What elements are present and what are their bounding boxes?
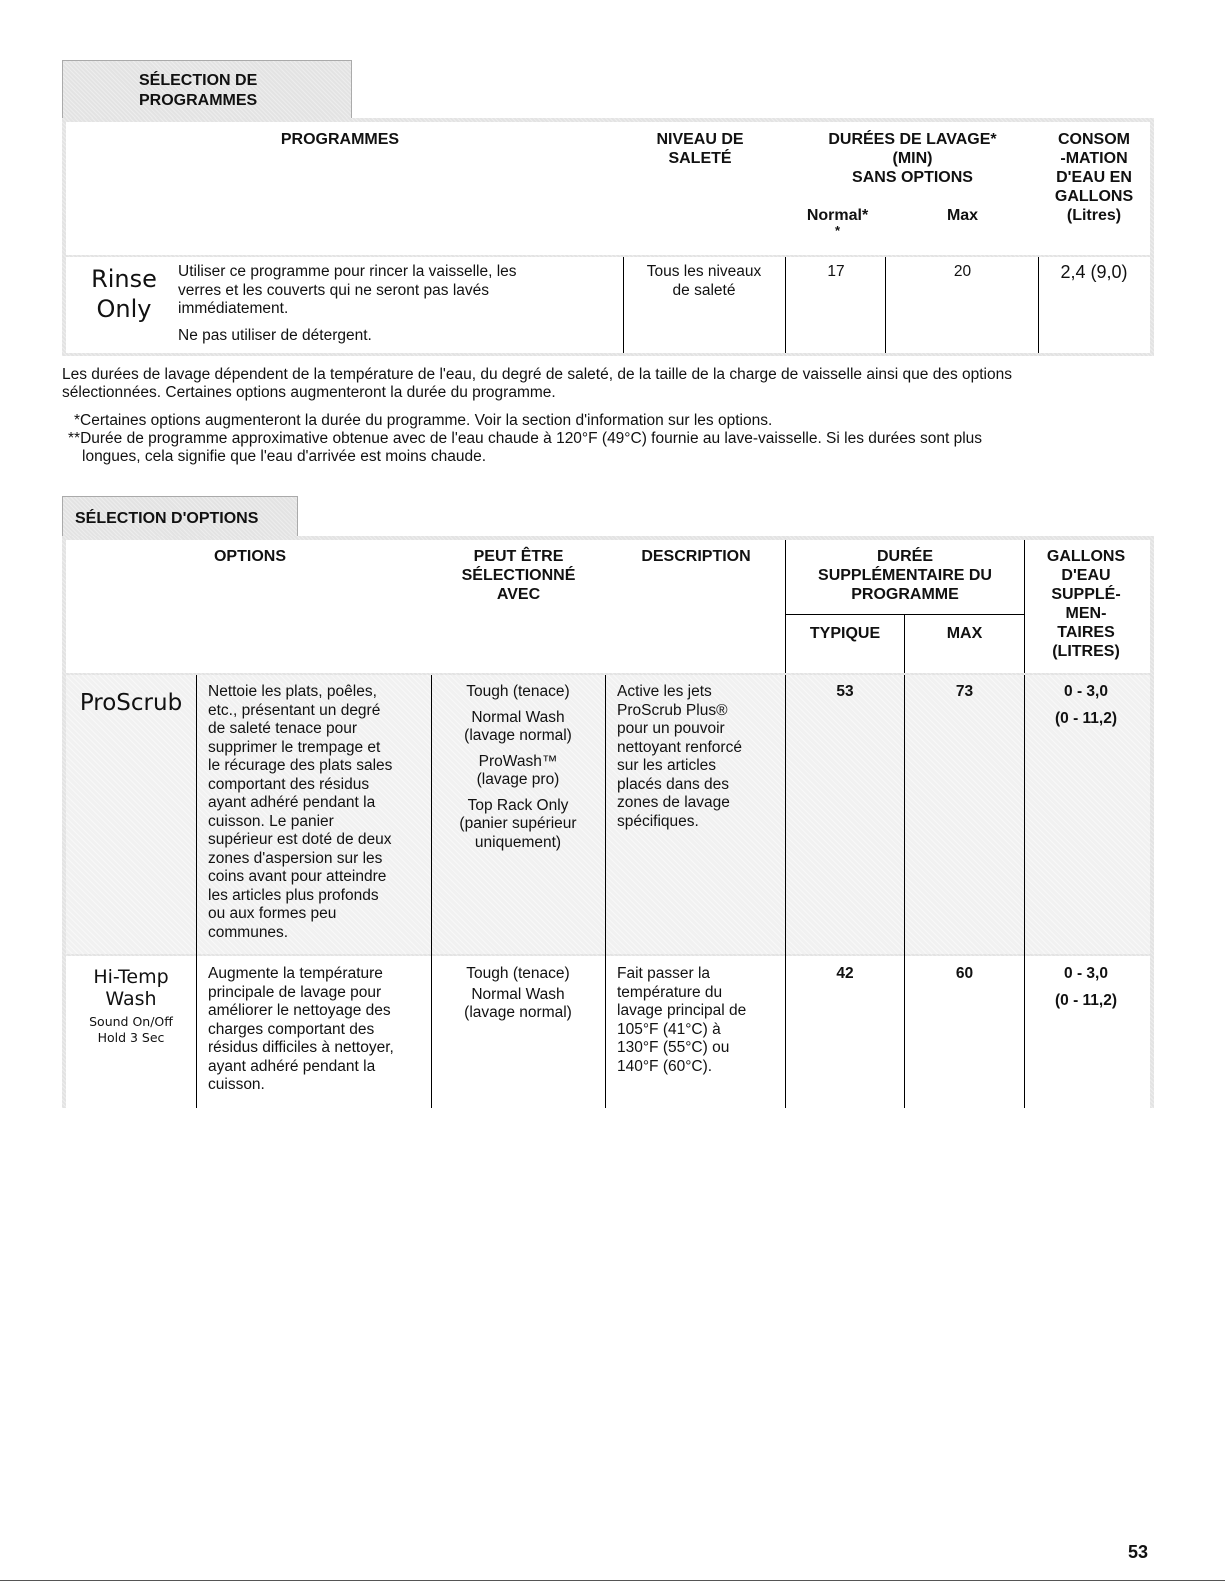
extra-duration-header — [786, 547, 1024, 604]
extra-header-line: PROGRAMME — [851, 586, 959, 603]
bottom-rule — [0, 1580, 1225, 1581]
proscrub-extra-water — [1025, 683, 1147, 728]
hi-temp-detail-line: 105°F (41°C) à — [617, 1020, 721, 1038]
rinse-only-max-duration: 20 — [953, 263, 972, 280]
program-tab-line: PROGRAMMES — [139, 92, 258, 109]
max-header: MAX — [946, 625, 983, 642]
wash-duration-header — [790, 130, 1035, 187]
program-name-line: Only — [96, 295, 152, 323]
notes-main-line: sélectionnées. Certaines options augmenteront la durée du programme. — [62, 384, 556, 401]
extra-header-line: DURÉE — [876, 548, 933, 565]
sound-toggle-hint: Sound On/Off — [89, 1014, 173, 1029]
hi-temp-detail-line: Fait passer la — [617, 965, 711, 982]
hi-temp-desc-line: améliorer le nettoyage des — [208, 1002, 391, 1019]
proscrub-desc-line: coins avant pour atteindre — [208, 868, 387, 885]
duration-header-line: (MIN) — [892, 150, 933, 167]
hi-temp-desc-line: principale de lavage pour — [208, 983, 382, 1001]
proscrub-desc-line: supprimer le trempage et — [208, 738, 381, 756]
proscrub-desc-line: Nettoie les plats, poêles, — [208, 683, 377, 700]
proscrub-desc-line: le récurage des plats sales — [208, 757, 393, 774]
description-line: Utiliser ce programme pour rincer la vaisselle, les — [178, 263, 517, 280]
extra-water-header — [1025, 547, 1147, 661]
gallons-header-line: GALLONS — [1046, 548, 1126, 565]
hi-temp-typical: 42 — [836, 965, 854, 982]
proscrub-typical: 53 — [836, 683, 854, 700]
hi-temp-desc-line: résidus difficiles à nettoyer, — [208, 1039, 394, 1056]
soil-level-header — [620, 130, 780, 168]
soil-header-line: SALETÉ — [668, 150, 732, 167]
proscrub-detail-line: Active les jets — [617, 683, 712, 700]
with-header-line: SÉLECTIONNÉ — [461, 567, 576, 584]
proscrub-detail-line: nettoyant renforcé — [617, 738, 742, 756]
hi-temp-wash-option — [70, 966, 192, 1045]
rinse-only-description — [178, 263, 618, 345]
proscrub-detail-line: pour un pouvoir — [617, 720, 725, 737]
options-header: OPTIONS — [213, 548, 286, 565]
proscrub-detail-line: spécifiques. — [617, 812, 699, 830]
proscrub-desc-line: supérieur est doté de deux — [208, 831, 392, 848]
normal-label: Normal* — [806, 207, 869, 224]
duration-notes — [62, 366, 1162, 466]
options-tab-label: SÉLECTION D'OPTIONS — [75, 510, 259, 527]
hi-temp-max: 60 — [955, 965, 974, 982]
proscrub-with-line: (lavage pro) — [476, 771, 560, 788]
hi-temp-detail-line: 140°F (60°C). — [617, 1057, 713, 1075]
gallons-header-line: (LITRES) — [1052, 643, 1120, 660]
proscrub-detail-line: placés dans des — [617, 775, 730, 793]
water-header-line: GALLONS — [1054, 188, 1134, 205]
extra-header-line: SUPPLÉMENTAIRE DU — [818, 567, 992, 584]
notes-main-line: Les durées de lavage dépendent de la température de l'eau, du degré de saleté, de la taille de la charge de vaisselle ainsi que des options — [62, 366, 1012, 383]
hi-temp-desc-line: Augmente la température — [208, 965, 383, 982]
hi-temp-gallons-line: (0 - 11,2) — [1054, 991, 1118, 1009]
soil-line: de saleté — [672, 281, 736, 299]
gallons-header-line: TAIRES — [1057, 624, 1115, 641]
selectable-with-header — [432, 547, 605, 604]
proscrub-description — [208, 683, 430, 942]
hi-temp-detail — [617, 965, 783, 1076]
proscrub-with-line: (panier supérieur — [459, 815, 577, 832]
proscrub-desc-line: comportant des résidus — [208, 775, 370, 793]
proscrub-option-name: ProScrub — [79, 690, 183, 716]
normal-star: * — [834, 223, 841, 238]
with-header-line: PEUT ÊTRE — [473, 548, 564, 565]
hi-temp-desc-line: charges comportant des — [208, 1020, 375, 1038]
proscrub-desc-line: cuisson. Le panier — [208, 812, 334, 830]
typical-header: TYPIQUE — [809, 625, 881, 642]
soil-line: Tous les niveaux — [646, 263, 762, 280]
hi-temp-with-line: Normal Wash — [471, 985, 565, 1003]
hi-temp-extra-water — [1025, 965, 1147, 1010]
water-header-line: (Litres) — [1066, 207, 1122, 224]
water-header-line: D'EAU EN — [1056, 169, 1132, 186]
proscrub-with-line: Top Rack Only — [467, 796, 569, 814]
rinse-only-soil-level — [625, 263, 783, 300]
proscrub-desc-line: ayant adhéré pendant la — [208, 794, 376, 811]
proscrub-with-line: ProWash™ — [478, 752, 558, 770]
duration-header-line: DURÉES DE LAVAGE* — [828, 131, 997, 148]
programs-header: PROGRAMMES — [280, 131, 400, 148]
notes-star: *Certaines options augmenteront la durée du programme. Voir la section d'information sur les options. — [74, 412, 773, 429]
gallons-header-line: D'EAU — [1061, 567, 1111, 584]
program-name-line: Rinse — [91, 265, 157, 293]
rinse-only-program-name — [84, 264, 164, 324]
hi-temp-selectable-with — [433, 965, 603, 1023]
proscrub-desc-line: les articles plus profonds — [208, 886, 379, 904]
hi-temp-description — [208, 965, 430, 1095]
with-header-line: AVEC — [496, 586, 541, 603]
gallons-header-line: MEN- — [1065, 605, 1107, 622]
hi-temp-detail-line: lavage principal de — [617, 1002, 747, 1019]
rinse-only-normal-duration: 17 — [827, 263, 845, 280]
description-line: verres et les couverts qui ne seront pas lavés — [178, 281, 490, 299]
hi-temp-detail-line: 130°F (55°C) ou — [617, 1039, 730, 1056]
max-subheader: Max — [946, 207, 979, 224]
description-line: immédiatement. — [178, 300, 289, 317]
proscrub-desc-line: etc., présentant un degré — [208, 701, 381, 719]
notes-double-star-line: **Durée de programme approximative obtenue avec de l'eau chaude à 120°F (49°C) fournie au lave-vaisselle. Si les durées sont plus — [68, 430, 983, 447]
proscrub-detail — [617, 683, 783, 831]
proscrub-with-line: Normal Wash — [471, 708, 565, 726]
hi-temp-with-line: (lavage normal) — [464, 1004, 572, 1021]
duration-header-line: SANS OPTIONS — [852, 169, 973, 186]
proscrub-desc-line: communes. — [208, 923, 289, 941]
notes-double-star-line: longues, cela signifie que l'eau d'arrivée est moins chaude. — [82, 448, 486, 465]
water-header-line: -MATION — [1060, 150, 1128, 167]
sound-toggle-hint: Hold 3 Sec — [97, 1030, 165, 1045]
normal-subheader — [790, 206, 885, 237]
description-header: DESCRIPTION — [641, 548, 751, 565]
proscrub-desc-line: zones d'aspersion sur les — [208, 849, 383, 867]
proscrub-detail-line: sur les articles — [617, 757, 717, 774]
proscrub-gallons-line: (0 - 11,2) — [1054, 709, 1118, 727]
hi-temp-detail-line: température du — [617, 983, 723, 1001]
proscrub-with-line: (lavage normal) — [464, 727, 572, 744]
proscrub-detail-line: ProScrub Plus® — [617, 701, 728, 719]
hi-temp-desc-line: ayant adhéré pendant la — [208, 1057, 376, 1075]
options-tab — [62, 496, 298, 537]
hi-temp-name-line: Hi-Temp — [93, 966, 169, 988]
proscrub-detail-line: zones de lavage — [617, 794, 730, 811]
hi-temp-desc-line: cuisson. — [208, 1076, 265, 1093]
proscrub-gallons-line: 0 - 3,0 — [1064, 683, 1108, 700]
hi-temp-with-line: Tough (tenace) — [466, 965, 570, 982]
page-number: 53 — [1128, 1542, 1149, 1562]
proscrub-desc-line: ou aux formes peu — [208, 905, 337, 922]
proscrub-max: 73 — [955, 683, 974, 700]
water-header-line: CONSOM — [1058, 131, 1130, 148]
proscrub-with-line: Tough (tenace) — [466, 683, 570, 700]
proscrub-desc-line: de saleté tenace pour — [208, 720, 358, 737]
soil-header-line: NIVEAU DE — [656, 131, 744, 148]
rinse-only-water: 2,4 (9,0) — [1060, 262, 1128, 282]
detergent-note: Ne pas utiliser de détergent. — [178, 326, 372, 344]
proscrub-selectable-with — [433, 683, 603, 852]
gallons-header-line: SUPPLÉ- — [1051, 586, 1121, 603]
water-consumption-header — [1040, 130, 1148, 225]
hi-temp-name-line: Wash — [105, 988, 157, 1010]
proscrub-with-line: uniquement) — [474, 833, 562, 851]
hi-temp-gallons-line: 0 - 3,0 — [1064, 965, 1108, 982]
program-tab-line: SÉLECTION DE — [139, 72, 258, 89]
program-tab — [62, 60, 352, 119]
